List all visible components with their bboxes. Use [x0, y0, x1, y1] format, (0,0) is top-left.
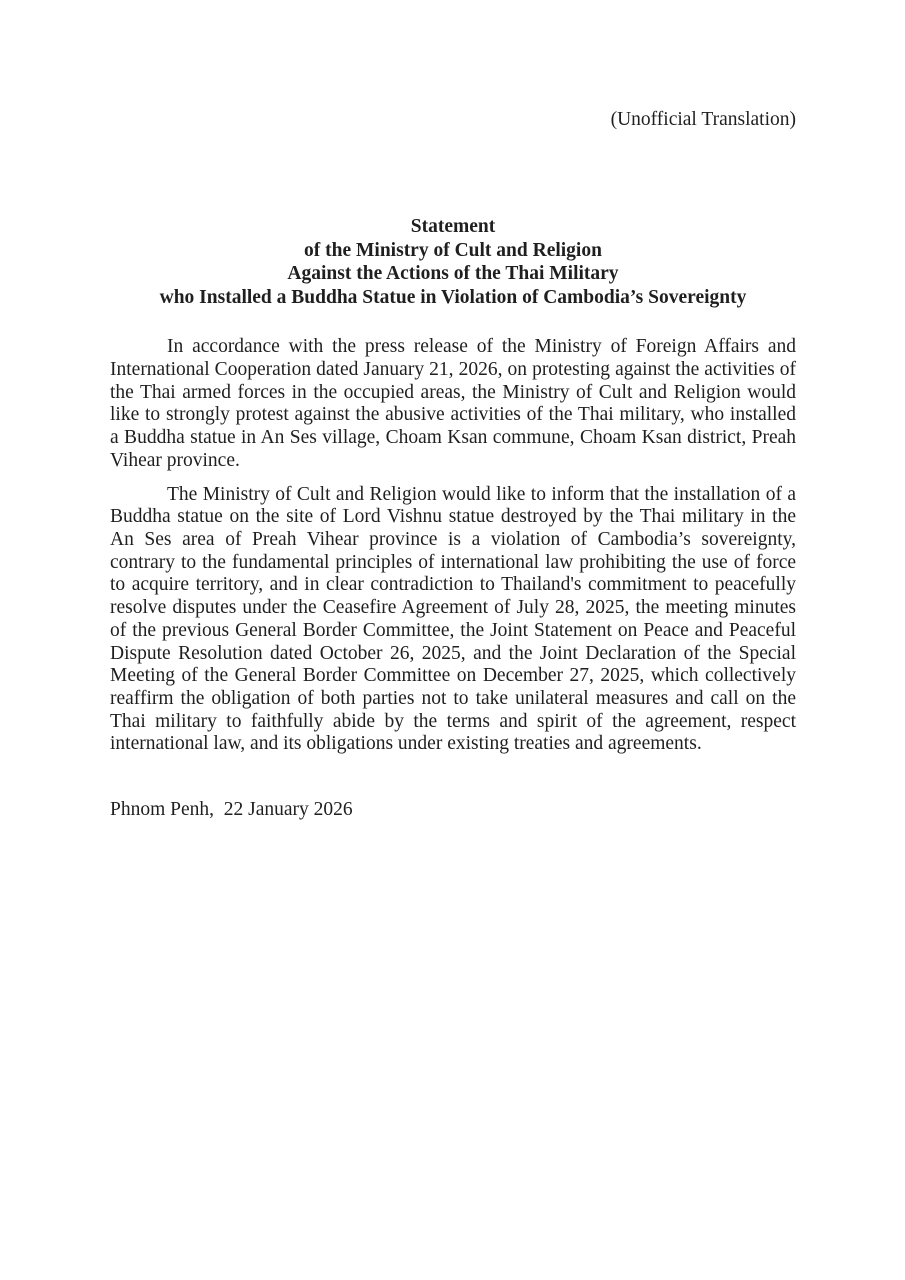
title-line-1: Statement: [410, 216, 496, 237]
body-paragraph-1: In accordance with the press release of the Ministry of Foreign Affairs and International Cooperation dated January 21, 2026, on protesting against the activities of the Thai armed forces in the occupied areas, the Ministry of Cult and Religion would like to strongly protest against the abusive activities of the Thai military, who installed a Buddha statue in An Ses village, Choam Ksan commune, Choam Ksan district, Preah Vihear province.: [110, 336, 796, 471]
title-line-2: of the Ministry of Cult and Religion: [304, 239, 602, 261]
title-line-4: who Installed a Buddha Statue in Violation of Cambodia’s Sovereignty: [159, 286, 747, 308]
body-paragraph-2: The Ministry of Cult and Religion would like to inform that the installation of a Buddha statue on the site of Lord Vishnu statue destroyed by the Thai military in the An Ses area of Preah Vihear province is a violation of Cambodia’s sovereignty, contrary to the fundamental principles of international law prohibiting the use of force to acquire territory, and in clear contradiction to Thailand's commitment to peacefully resolve disputes under the Ceasefire Agreement of July 28, 2025, the meeting minutes of the previous General Border Committee, the Joint Statement on Peace and Peaceful Dispute Resolution dated October 26, 2025, and the Joint Declaration of the Special Meeting of the General Border Committee on December 27, 2025, which collectively reaffirm the obligation of both parties not to take unilateral measures and call on the Thai military to faithfully abide by the terms and spirit of the agreement, respect international law, and its obligations under existing treaties and agreements.: [110, 483, 796, 755]
document-content: [110, 0, 796, 821]
translation-note: (Unofficial Translation): [610, 109, 796, 130]
place-date-line: Phnom Penh, 22 January 2026: [110, 799, 353, 821]
document-title: [110, 215, 796, 309]
document-body: [110, 336, 796, 756]
title-line-3: Against the Actions of the Thai Military: [287, 263, 619, 285]
